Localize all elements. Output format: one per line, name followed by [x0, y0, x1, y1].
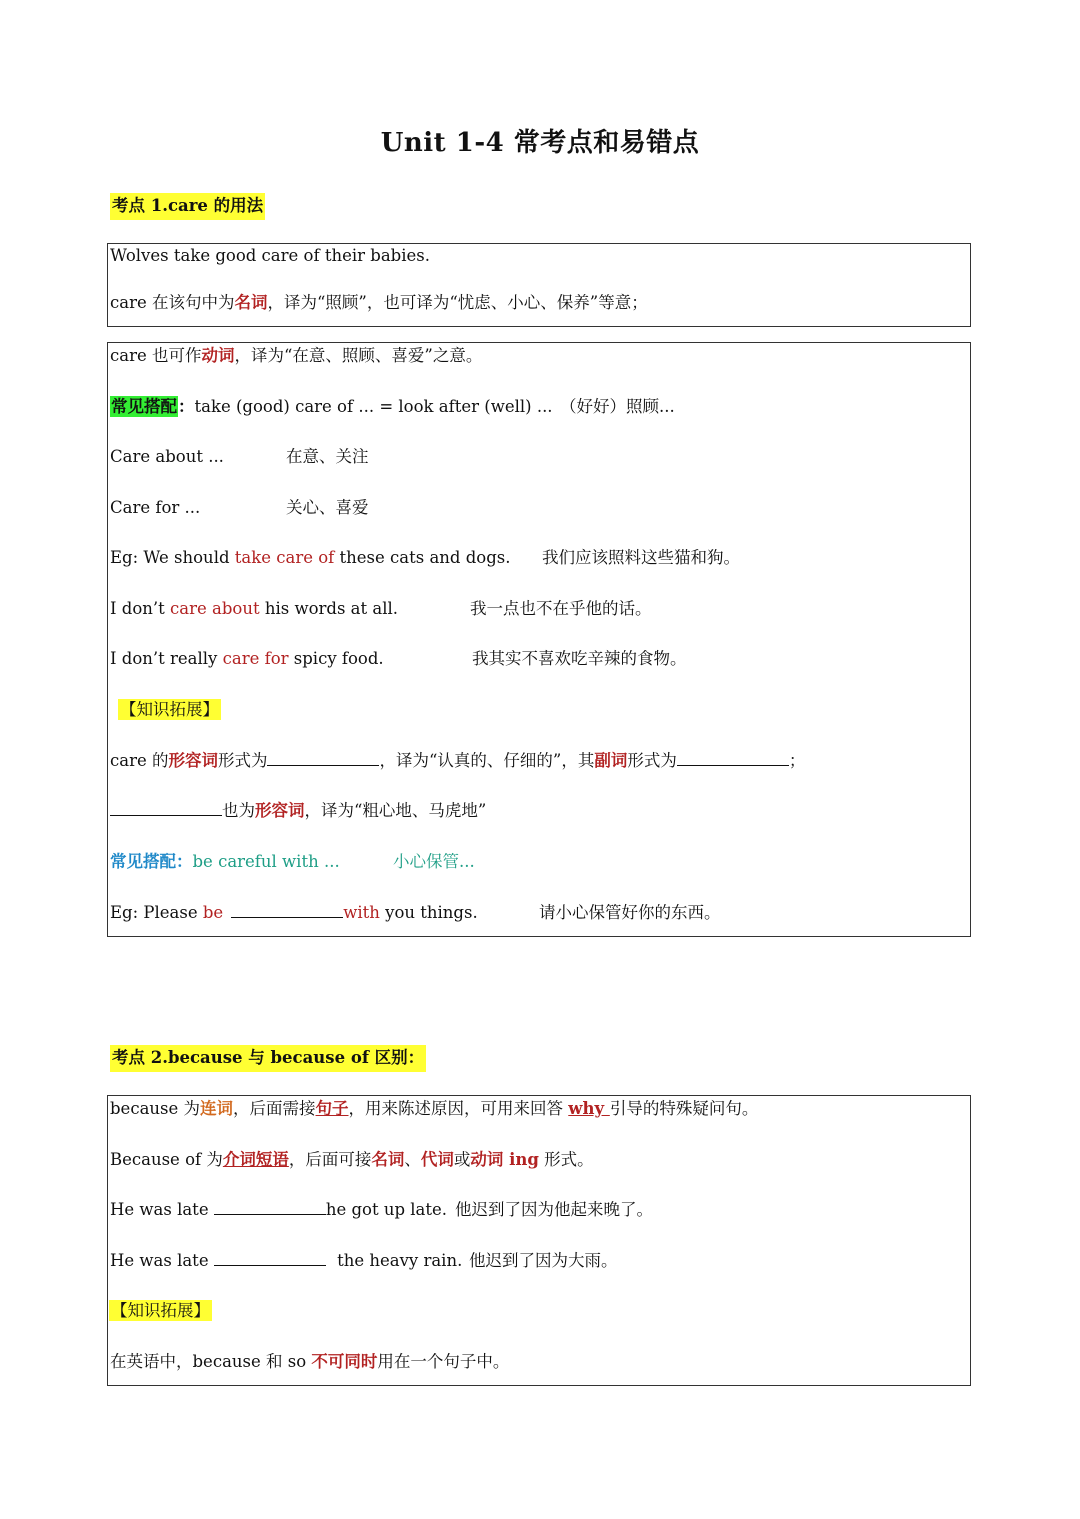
text-segment: He was late — [110, 1251, 214, 1270]
explanation-box-3 — [107, 1095, 971, 1386]
knowledge-extension-text: 【知识拓展】 — [120, 700, 219, 719]
text-segment: ，用来陈述原因，可用来回答 — [348, 1099, 569, 1118]
text-segment: he got up late. — [325, 1200, 448, 1219]
text-segment: I don’t — [110, 599, 171, 618]
keyword-adjective: 形容词 — [168, 751, 218, 770]
exercise-line — [110, 1198, 447, 1222]
section-heading-2 — [110, 1045, 426, 1072]
phrase-care-for: Care for ... — [110, 498, 201, 517]
collocation-translation: 小心保管... — [393, 852, 475, 871]
text-segment: care 在该句中为 — [110, 293, 235, 312]
text-segment: 在英语中，because 和 so — [110, 1352, 312, 1371]
text-segment: 、 — [404, 1150, 421, 1169]
text-segment: ，译为“粗心地、马虎地” — [304, 801, 487, 820]
text-segment: 形式。 — [538, 1150, 594, 1169]
explanation-box-1 — [107, 243, 971, 327]
collocation-text: be careful with ... — [192, 852, 340, 871]
text-segment: 形式为 — [627, 751, 677, 770]
text-segment: care 也可作 — [110, 346, 202, 365]
section-heading-2-text — [112, 1048, 424, 1067]
collocation-text: take (good) care of ... = look after (well) ... — [194, 397, 553, 416]
text-segment: ； — [788, 751, 806, 770]
keyword-adjective: 形容词 — [255, 801, 305, 820]
phrase-care-about-translation: 在意、关注 — [286, 447, 369, 466]
text-segment: care 的 — [110, 751, 169, 770]
highlight-word: with — [343, 903, 380, 922]
text-segment: Eg: We should — [110, 548, 235, 567]
example-line — [110, 901, 478, 925]
text-segment: Because of 为 — [110, 1150, 223, 1169]
fill-blank[interactable] — [231, 901, 343, 918]
collocation-label: 常见搭配 — [111, 397, 177, 416]
highlight-phrase: care about — [170, 599, 260, 618]
keyword-verb: 动词 — [201, 346, 235, 365]
keyword-not-together: 不可同时 — [311, 1352, 378, 1371]
text-segment: I don’t really — [110, 649, 223, 668]
text-segment: Eg: Please — [110, 903, 203, 922]
collocation-translation: （好好）照顾... — [560, 397, 675, 416]
keyword-noun: 名词 — [234, 293, 268, 312]
text-segment: He was late — [110, 1200, 214, 1219]
example-translation: 我其实不喜欢吃辛辣的食物。 — [472, 649, 687, 668]
keyword-sentence: 句子 — [315, 1099, 349, 1118]
example-line — [110, 647, 384, 671]
text-segment: spicy food. — [288, 649, 384, 668]
collocation-line — [110, 395, 553, 419]
adjective-form-line — [110, 749, 805, 773]
collocation-colon: ： — [178, 397, 195, 416]
exercise-line — [110, 1249, 462, 1273]
because-of-usage-line — [110, 1148, 594, 1172]
text-segment: you things. — [379, 903, 478, 922]
text-segment: the heavy rain. — [331, 1251, 463, 1270]
text-segment: 用在一个句子中。 — [377, 1352, 510, 1371]
text-segment: ，后面可接 — [288, 1150, 372, 1169]
keyword-noun: 名词 — [371, 1150, 405, 1169]
section-heading-1 — [110, 193, 265, 220]
knowledge-extension-text: 【知识拓展】 — [111, 1301, 210, 1320]
exercise-translation: 他迟到了因为他起来晚了。 — [455, 1200, 653, 1219]
text-segment: 引导的特殊疑问句。 — [609, 1099, 759, 1118]
example-sentence: Wolves take good care of their babies. — [110, 246, 430, 265]
highlight-word: be — [202, 903, 224, 922]
fill-blank[interactable] — [214, 1198, 326, 1215]
fill-blank[interactable] — [267, 749, 379, 766]
verb-usage-line — [110, 344, 482, 368]
example-line — [110, 546, 511, 570]
example-translation: 请小心保管好你的东西。 — [539, 903, 721, 922]
keyword-prepositional-phrase: 介词短语 — [222, 1150, 289, 1169]
text-segment: ，译为“照顾”，也可译为“忧虑、小心、保养”等意； — [267, 293, 648, 312]
fill-blank[interactable] — [214, 1249, 326, 1266]
example-line — [110, 597, 398, 621]
text-segment: ，译为“在意、照顾、喜爱”之意。 — [234, 346, 483, 365]
knowledge-extension-label — [118, 698, 221, 722]
text-segment: these cats and dogs. — [334, 548, 511, 567]
because-so-rule-line — [110, 1350, 509, 1374]
text-segment: his words at all. — [259, 599, 399, 618]
text-segment: 形式为 — [217, 751, 268, 770]
fill-blank[interactable] — [677, 749, 789, 766]
fill-blank[interactable] — [110, 799, 222, 816]
text-segment: ，译为“认真的、仔细的”，其 — [379, 751, 595, 770]
example-translation: 我一点也不在乎他的话。 — [470, 599, 652, 618]
keyword-verb-ing: 动词 ing — [470, 1150, 539, 1169]
keyword-conjunction: 连词 — [200, 1099, 234, 1118]
collocation-label: 常见搭配： — [110, 852, 193, 871]
highlight-phrase: take care of — [234, 548, 335, 567]
phrase-care-about: Care about ... — [110, 447, 224, 466]
careless-line — [110, 799, 486, 823]
keyword-adverb: 副词 — [594, 751, 628, 770]
text-segment: because 为 — [110, 1099, 201, 1118]
page-title: Unit 1-4 常考点和易错点 — [380, 128, 700, 158]
text-segment: 或 — [453, 1150, 471, 1169]
keyword-why: why — [568, 1099, 610, 1118]
phrase-care-for-translation: 关心、喜爱 — [286, 498, 369, 517]
section-heading-2-label: 考点 2.because 与 because of 区别： — [112, 1048, 425, 1067]
text-segment: 也为 — [222, 801, 255, 820]
explanation-box-2 — [107, 342, 971, 937]
text-segment: ，后面需接 — [233, 1099, 316, 1118]
explanation-line — [110, 291, 648, 315]
because-usage-line — [110, 1097, 758, 1121]
keyword-pronoun: 代词 — [420, 1150, 454, 1169]
section-heading-1-text: 考点 1.care 的用法 — [112, 196, 264, 215]
highlight-phrase: care for — [222, 649, 289, 668]
knowledge-extension-label — [109, 1299, 212, 1323]
collocation-line-2 — [110, 850, 340, 874]
exercise-translation: 他迟到了因为大雨。 — [469, 1251, 618, 1270]
example-translation: 我们应该照料这些猫和狗。 — [542, 548, 740, 567]
